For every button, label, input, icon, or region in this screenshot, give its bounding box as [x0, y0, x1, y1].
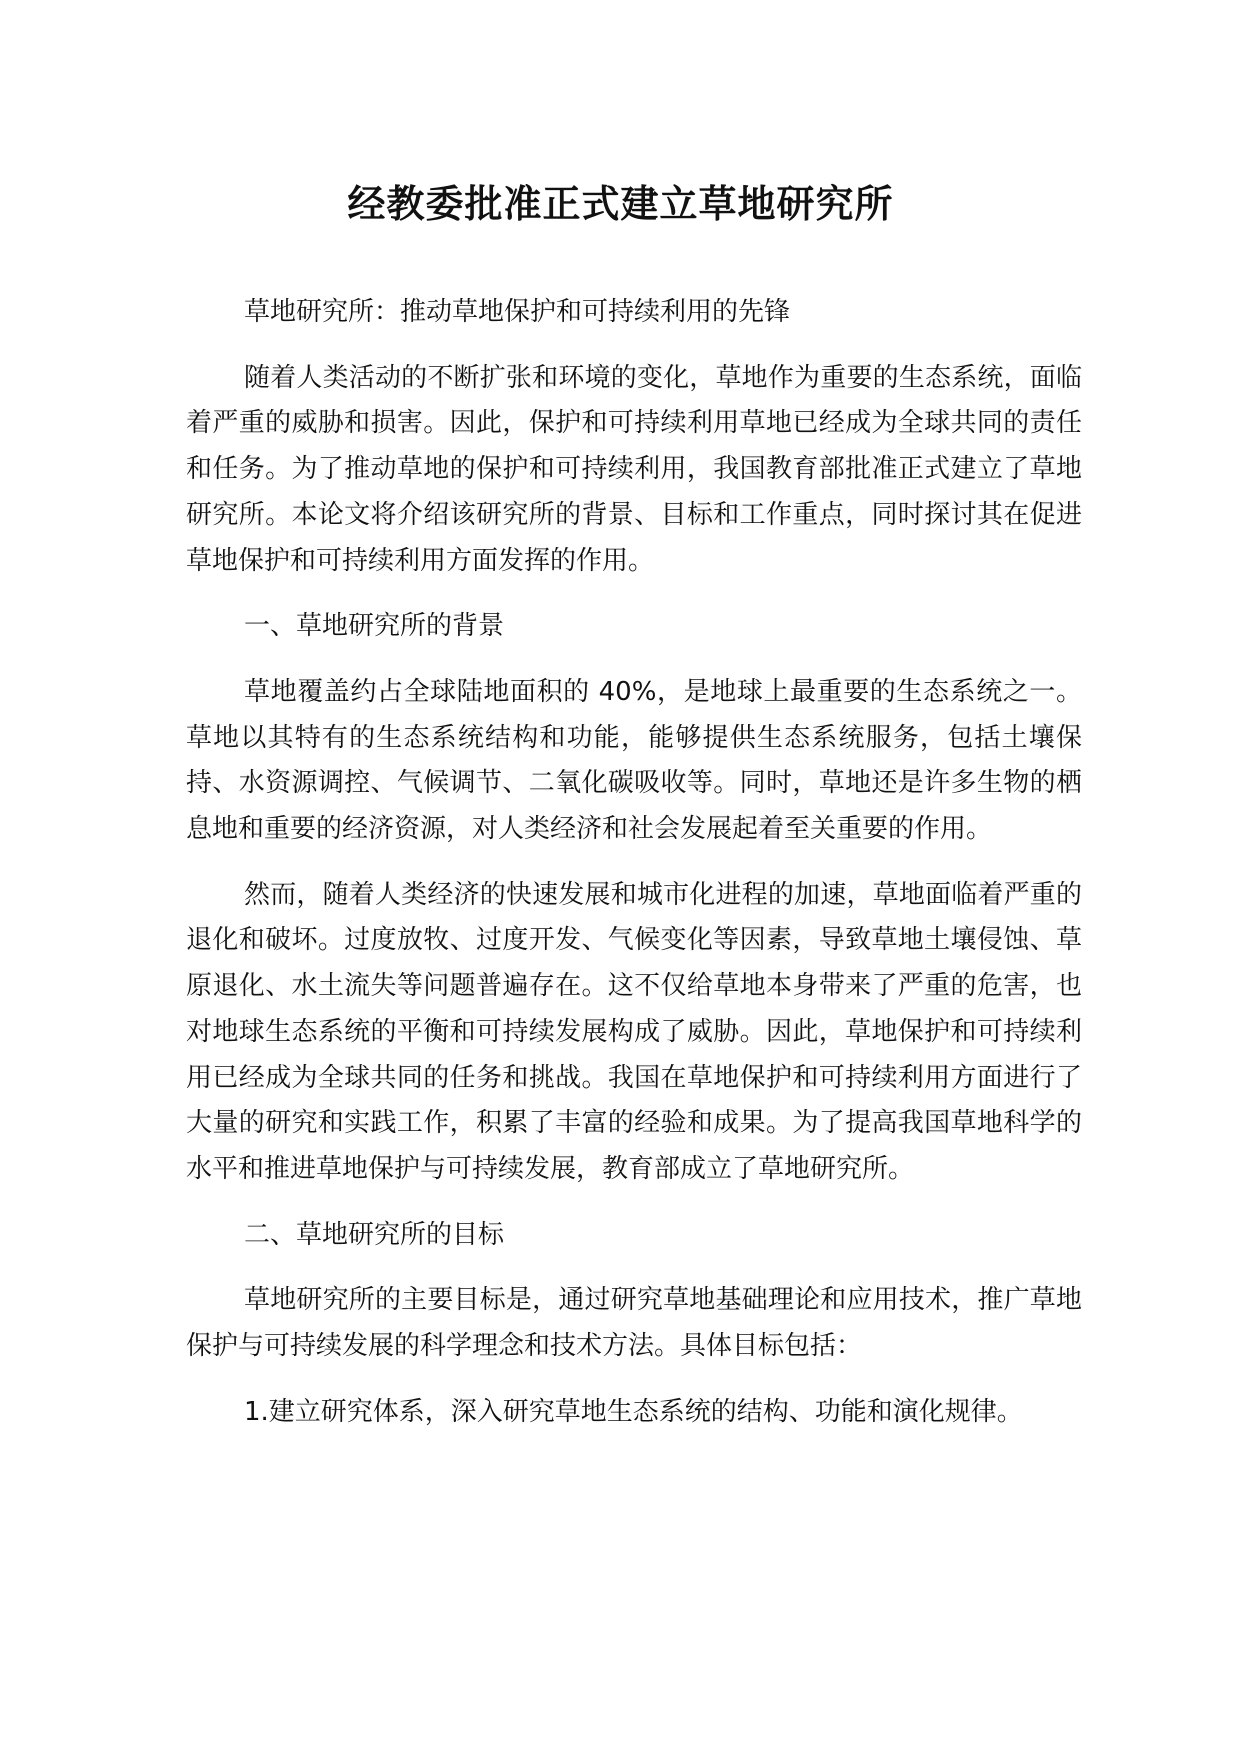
section-heading-background: 一、草地研究所的背景: [244, 611, 505, 642]
section-heading-goals: 二、草地研究所的目标: [244, 1219, 505, 1250]
goal-item-1: 1.建立研究体系，深入研究草地生态系统的结构、功能和演化规律。: [244, 1396, 1023, 1427]
document-body: [186, 290, 1082, 1455]
document-title: 经教委批准正式建立草地研究所: [347, 182, 894, 226]
subtitle-paragraph: 草地研究所：推动草地保护和可持续利用的先锋: [244, 297, 791, 327]
background-paragraph-2: 然而，随着人类经济的快速发展和城市化进程的加速，草地面临着严重的退化和破坏。过度放牧、过度开发、气候变化等因素，导致草地土壤侵蚀、草原退化、水土流失等问题普遍存在。这不仅给草地本身带来了严重的危害，也对地球生态系统的平衡和可持续发展构成了威胁。因此，草地保护和可持续利用已经成为全球共同的任务和挑战。我国在草地保护和可持续利用方面进行了大量的研究和实践工作，积累了丰富的经验和成果。为了提高我国草地科学的水平和推进草地保护与可持续发展，教育部成立了草地研究所。: [186, 879, 1082, 1184]
goals-paragraph: 草地研究所的主要目标是，通过研究草地基础理论和应用技术，推广草地保护与可持续发展的科学理念和技术方法。具体目标包括：: [186, 1285, 1082, 1362]
background-paragraph-1: 草地覆盖约占全球陆地面积的 40%，是地球上最重要的生态系统之一。草地以其特有的生态系统结构和功能，能够提供生态系统服务，包括土壤保持、水资源调控、气候调节、二氧化碳吸收等。同时，草地还是许多生物的栖息地和重要的经济资源，对人类经济和社会发展起着至关重要的作用。: [186, 676, 1082, 845]
intro-paragraph: 随着人类活动的不断扩张和环境的变化，草地作为重要的生态系统，面临着严重的威胁和损害。因此，保护和可持续利用草地已经成为全球共同的责任和任务。为了推动草地的保护和可持续利用，我国教育部批准正式建立了草地研究所。本论文将介绍该研究所的背景、目标和工作重点，同时探讨其在促进草地保护和可持续利用方面发挥的作用。: [186, 362, 1082, 576]
